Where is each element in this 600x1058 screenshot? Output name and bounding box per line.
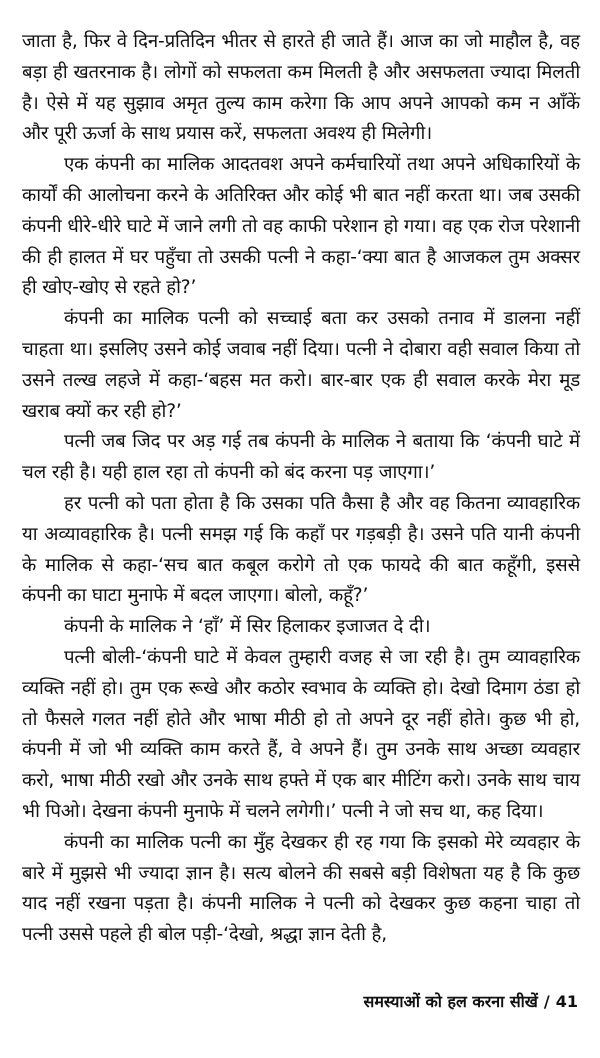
page-footer xyxy=(364,990,578,1014)
paragraph-5: हर पत्नी को पता होता है कि उसका पति कैसा है और वह कितना व्यावहारिक या अव्यावहारिक है। पत्नी समझ गई कि कहाँ पर गड़बड़ी है। उसने पति यानी कंपनी के मालिक से कहा-‘सच बात कबूल करोगे तो एक फायदे की बात कहूँगी, इससे कंपनी का घाटा मुनाफे में बदल जाएगा। बोलो, कहूँ?’ xyxy=(22,492,580,607)
paragraph-3: कंपनी का मालिक पत्नी को सच्चाई बता कर उसको तनाव में डालना नहीं चाहता था। इसलिए उसने कोई जवाब नहीं दिया। पत्नी ने दोबारा वही सवाल किया तो उसने तल्ख लहजे में कहा-‘बहस मत करो। बार-बार एक ही सवाल करके मेरा मूड खराब क्यों कर रही हो?’ xyxy=(22,308,580,422)
paragraph-6: कंपनी के मालिक ने ‘हाँ’ में सिर हिलाकर इजाजत दे दी। xyxy=(64,616,431,638)
paragraph-2: एक कंपनी का मालिक आदतवश अपने कर्मचारियों तथा अपने अधिकारियों के कार्यों की आलोचना करने के अतिरिक्त और कोई भी बात नहीं करता था। जब उसकी कंपनी धीरे-धीरे घाटे में जाने लगी तो वह काफी परेशान हो गया। वह एक रोज परेशानी की ही हालत में घर पहुँचा तो उसकी पत्नी ने कहा-‘क्या बात है आजकल तुम अक्सर ही खोए-खोए से रहते हो?’ xyxy=(22,154,580,299)
page-number: 41 xyxy=(555,992,578,1011)
paragraph-1: जाता है, फिर वे दिन-प्रतिदिन भीतर से हारते ही जाते हैं। आज का जो माहौल है, वह बड़ा ही खतरनाक है। लोगों को सफलता कम मिलती है और असफलता ज्यादा मिलती है। ऐसे में यह सुझाव अमृत तुल्य काम करेगा कि आप अपने आपको कम न आँकें और पूरी ऊर्जा के साथ प्रयास करें, सफलता अवश्य ही मिलेगी। xyxy=(22,31,580,145)
paragraph-7: पत्नी बोली-‘कंपनी घाटे में केवल तुम्हारी वजह से जा रही है। तुम व्यावहारिक व्यक्ति नहीं हो। तुम एक रूखे और कठोर स्वभाव के व्यक्ति हो। देखो दिमाग ठंडा हो तो फैसले गलत नहीं होते और भाषा मीठी हो तो अपने दूर नहीं होते। कुछ भी हो, कंपनी में जो भी व्यक्ति काम करते हैं, वे अपने हैं। तुम उनके साथ अच्छा व्यवहार करो, भाषा मीठी रखो और उनके साथ हफ्ते में एक बार मीटिंग करो। उनके साथ चाय भी पिओ। देखना कंपनी मुनाफे में चलने लगेगी।’ पत्नी ने जो सच था, कह दिया। xyxy=(22,646,580,822)
paragraph-4: पत्नी जब जिद पर अड़ गई तब कंपनी के मालिक ने बताया कि ‘कंपनी घाटे में चल रही है। यही हाल रहा तो कंपनी को बंद करना पड़ जाएगा।’ xyxy=(22,431,580,484)
body-text xyxy=(22,27,580,951)
paragraph-8: कंपनी का मालिक पत्नी का मुँह देखकर ही रह गया कि इसको मेरे व्यवहार के बारे में मुझसे भी ज्यादा ज्ञान है। सत्य बोलने की सबसे बड़ी विशेषता यह है कि कुछ याद नहीं रखना पड़ता है। कंपनी मालिक ने पत्नी को देखकर कुछ कहना चाहा तो पत्नी उससे पहले ही बोल पड़ी-‘देखो, श्रद्धा ज्ञान देती है, xyxy=(22,831,580,946)
running-title: समस्याओं को हल करना सीखें xyxy=(363,992,538,1011)
footer-separator: / xyxy=(543,992,550,1011)
